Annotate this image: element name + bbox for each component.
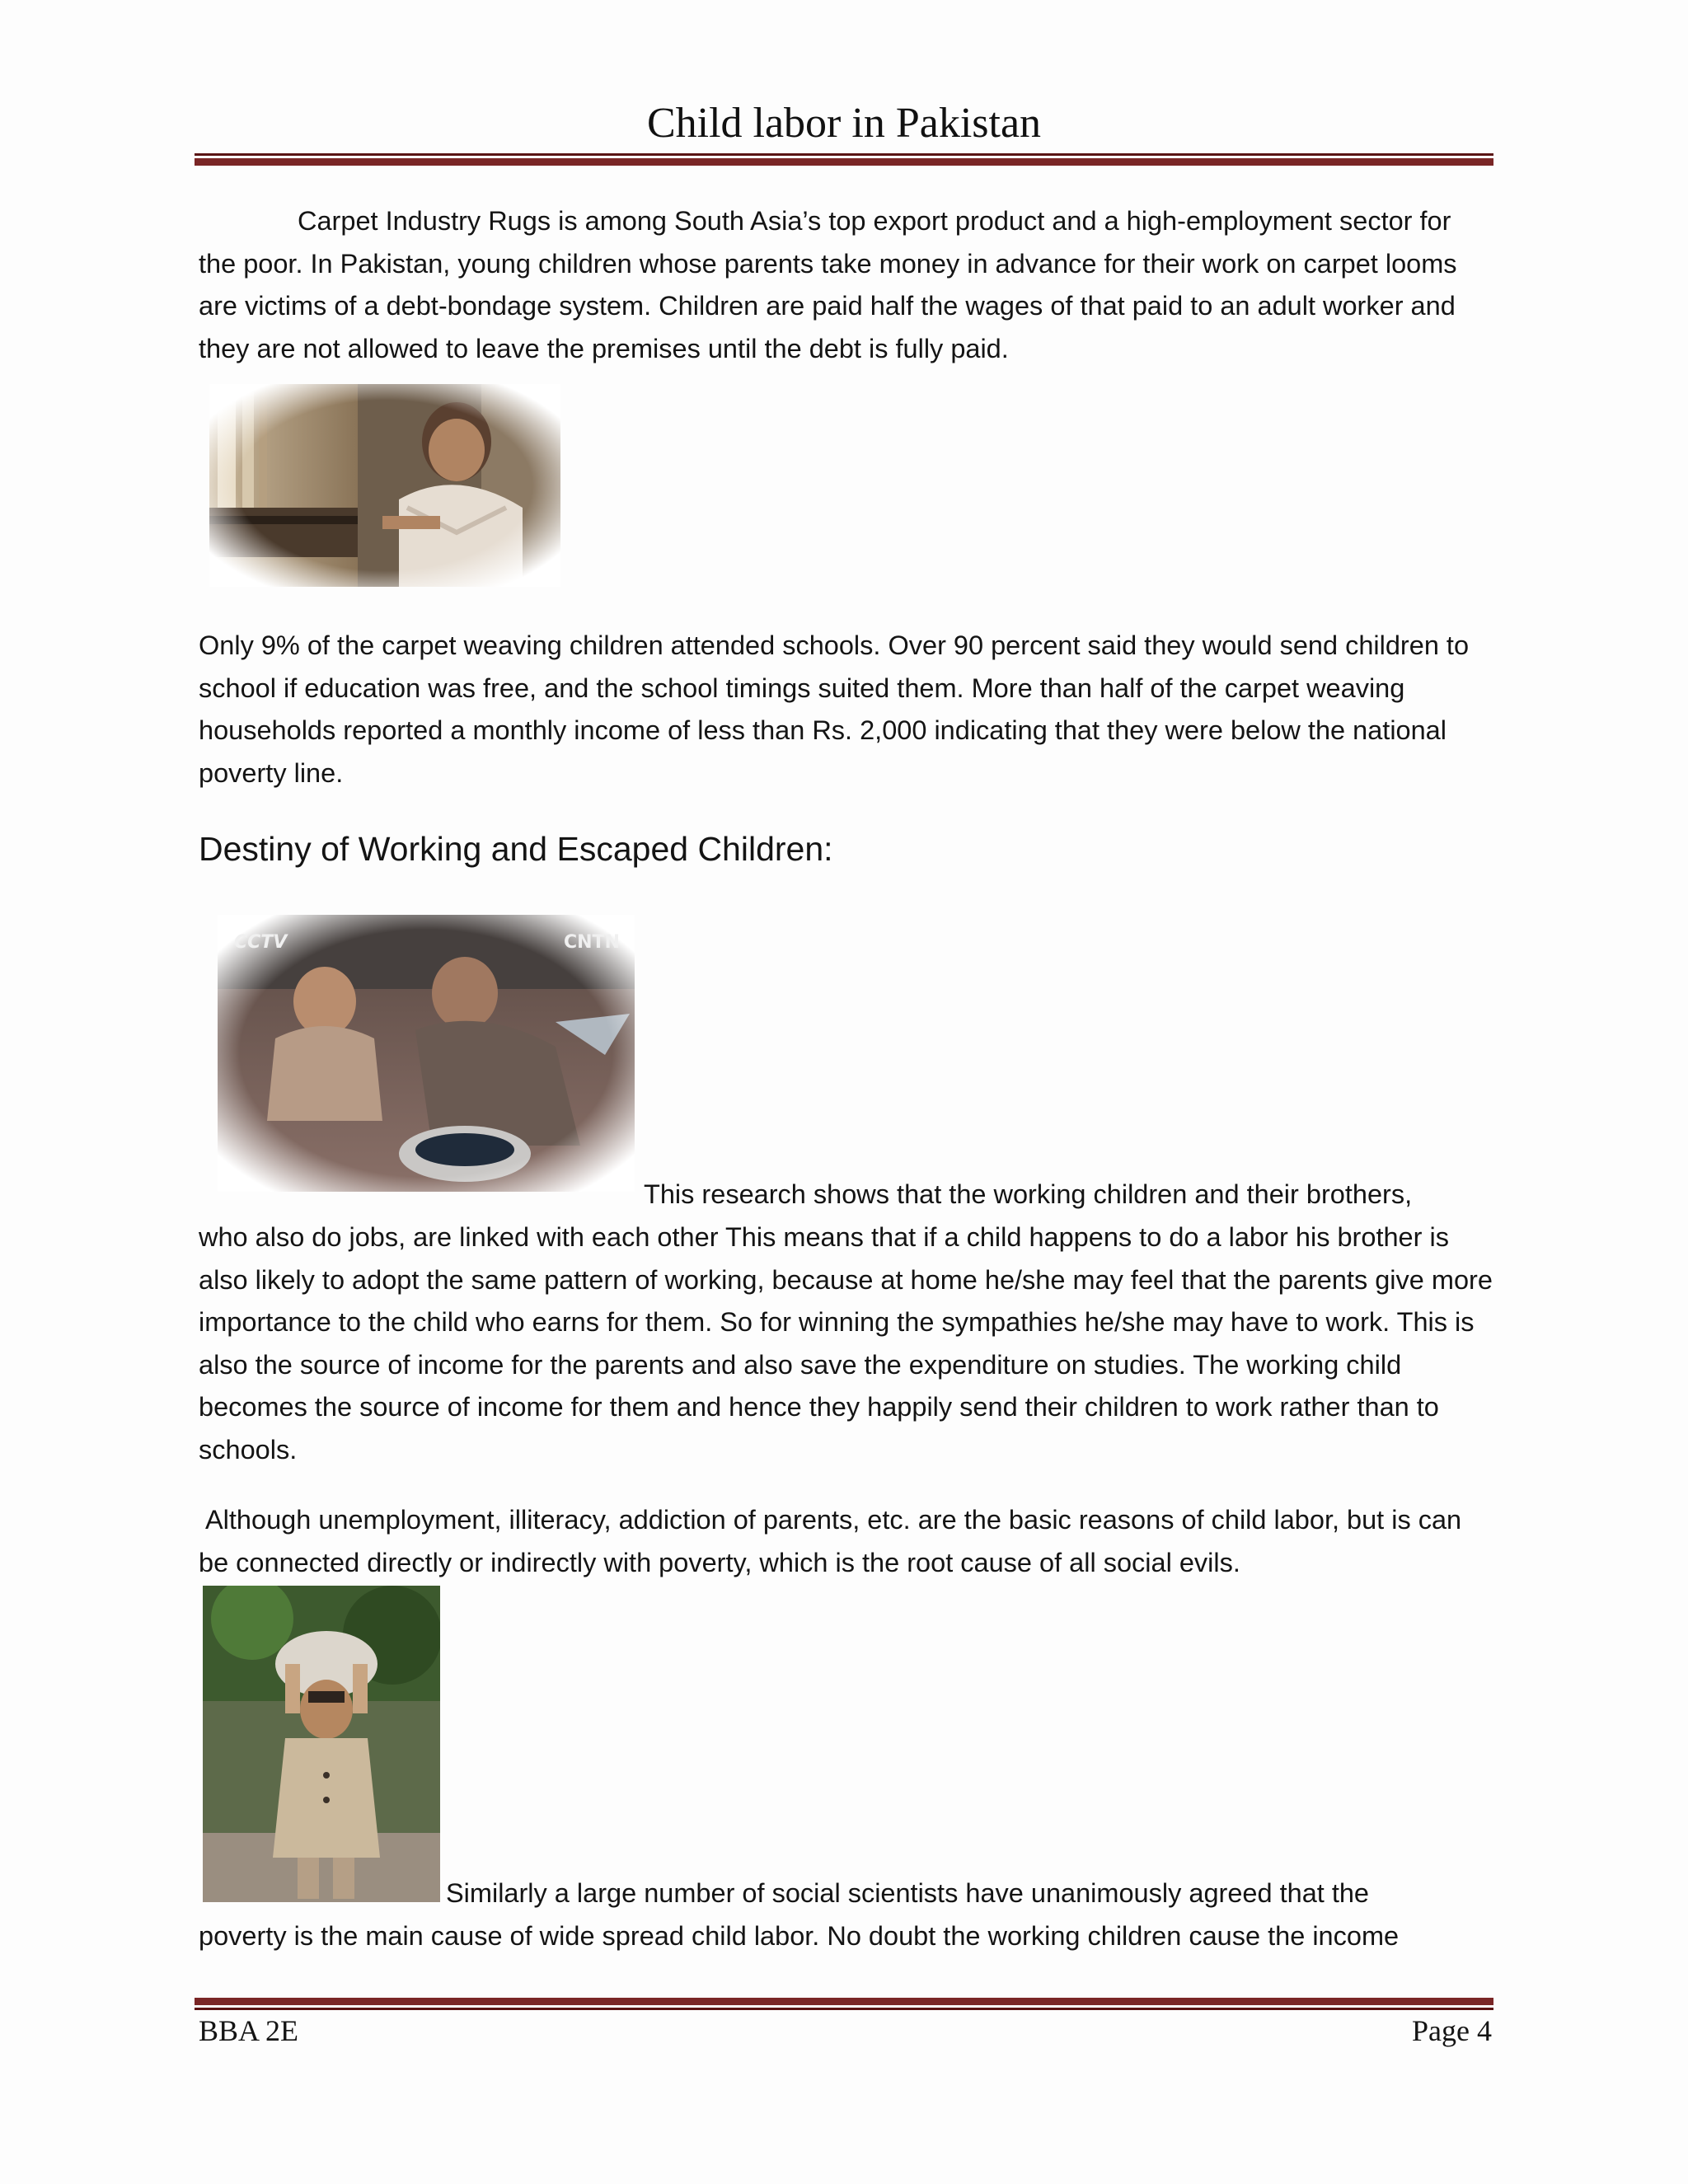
carpet-loom-photo [209, 384, 560, 587]
page-header-title: Child labor in Pakistan [646, 100, 1042, 147]
paragraph-carpet-industry [199, 200, 1493, 370]
paragraph-carpet-industry-text: Carpet Industry Rugs is among South Asia’s top export product and a high-employment sector for the poor. In Pakistan, young children whose parents take money in advance for their work on carpet looms are victims of a debt-bondage system. Children are paid half the wages of that paid to an adult worker and they are not allowed to leave the premises until the debt is fully paid. [199, 206, 1457, 363]
paragraph-working-children: who also do jobs, are linked with each other This means that if a child happens to do a labor his brother is also likely to adopt the same pattern of working, because at home he/she may feel that the parents give more importance to the child who earns for them. So for winning the sympathies he/she may have to work. This is also the source of income for the parents and also save the expenditure on studies. The working child becomes the source of income for them and hence they happily send their children to work rather than to schools. [199, 1222, 1493, 1465]
footer-course-label: BBA 2E [199, 2014, 299, 2047]
header-rule-thin [195, 153, 1493, 156]
paragraph-social-scientists-lead: Similarly a large number of social scientists have unanimously agreed that the [446, 1878, 1370, 1908]
paragraph-working-children-lead: This research shows that the working children and their brothers, [644, 1179, 1413, 1209]
child-carrying-sack-photo [203, 1586, 440, 1902]
paragraph-carpet-schooling: Only 9% of the carpet weaving children attended schools. Over 90 percent said they would send children to school if education was free, and the school timings suited them. More than half of the carpet weaving households reported a monthly income of less than Rs. 2,000 indicating that they were below the national poverty line. [199, 630, 1470, 788]
paragraph-poverty-root-cause [199, 1499, 1493, 1584]
footer-rule-thin [195, 2008, 1493, 2010]
paragraph-poverty-root-cause-text: Although unemployment, illiteracy, addiction of parents, etc. are the basic reasons of child labor, but is can be connected directly or indirectly with poverty, which is the root cause of all social evils. [199, 1505, 1462, 1577]
footer-rule-thick [195, 1998, 1493, 2005]
coal-sorting-photo [218, 915, 635, 1192]
cntn-watermark: CNTN [564, 932, 620, 953]
header-rule-thick [195, 158, 1493, 166]
footer-page-number: Page 4 [1412, 2014, 1492, 2047]
paragraph-social-scientists: poverty is the main cause of wide spread child labor. No doubt the working children cause the income [199, 1921, 1400, 1951]
cctv-watermark: CCTV [234, 932, 288, 953]
section-heading: Destiny of Working and Escaped Children: [199, 830, 833, 868]
